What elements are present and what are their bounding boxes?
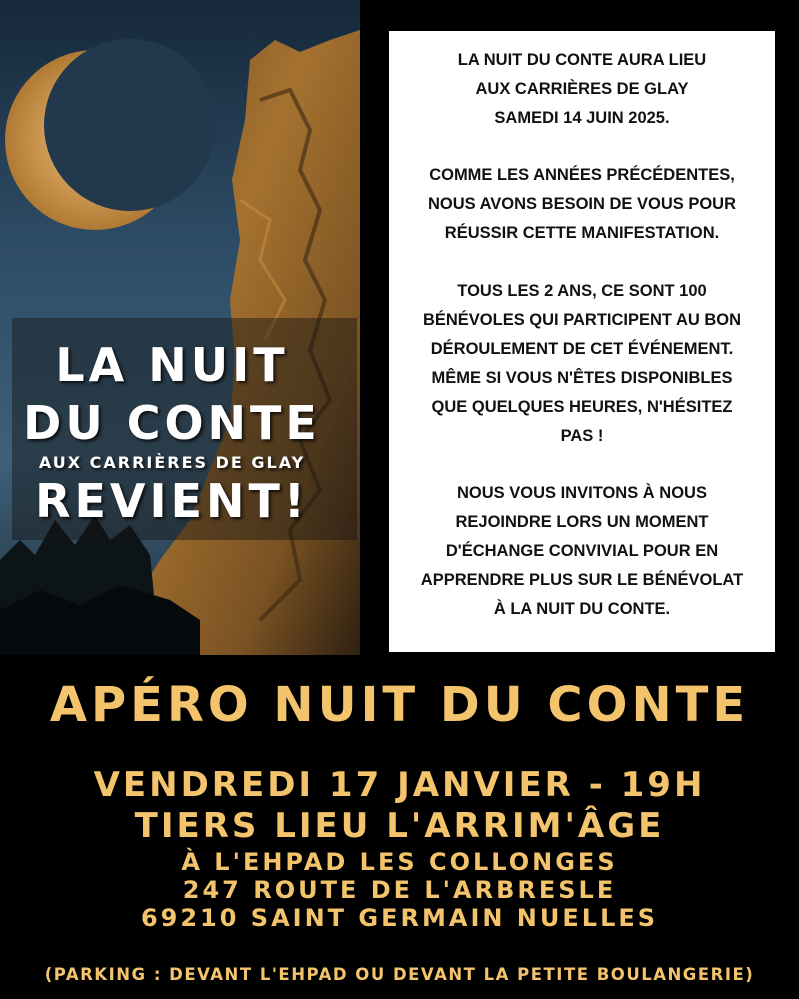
paragraph-2 (389, 161, 775, 248)
text-line: BÉNÉVOLES QUI PARTICIPENT AU BON (422, 311, 742, 329)
text-line: DÉROULEMENT DE CET ÉVÉNEMENT. (430, 340, 734, 358)
text-line: APPRENDRE PLUS SUR LE BÉNÉVOLAT (420, 571, 744, 589)
text-line: LA NUIT DU CONTE AURA LIEU (457, 51, 707, 69)
text-line: NOUS VOUS INVITONS À NOUS (457, 484, 707, 502)
info-panel (389, 31, 775, 652)
text-line: MÊME SI VOUS N'ÊTES DISPONIBLES (431, 369, 733, 387)
paragraph-4 (389, 479, 775, 624)
text-line: TOUS LES 2 ANS, CE SONT 100 (457, 282, 707, 300)
event-address-line-1: À L'EHPAD LES COLLONGES (181, 848, 618, 876)
text-line: À LA NUIT DU CONTE. (493, 600, 671, 618)
paragraph-1 (389, 46, 775, 133)
title-line-4: REVIENT! (35, 474, 309, 528)
text-line: D'ÉCHANGE CONVIVIAL POUR EN (445, 542, 719, 560)
text-line: COMME LES ANNÉES PRÉCÉDENTES, (429, 166, 735, 184)
text-line: AUX CARRIÈRES DE GLAY (475, 80, 689, 98)
parking-note: (PARKING : DEVANT L'EHPAD OU DEVANT LA PETITE BOULANGERIE) (44, 965, 755, 984)
title-line-2: DU CONTE (23, 396, 321, 450)
event-address-line-3: 69210 SAINT GERMAIN NUELLES (140, 904, 659, 932)
text-line: PAS ! (560, 427, 604, 445)
event-headline: APÉRO NUIT DU CONTE (49, 677, 750, 733)
text-line: NOUS AVONS BESOIN DE VOUS POUR (427, 195, 737, 213)
text-line: QUE QUELQUES HEURES, N'HÉSITEZ (431, 398, 733, 416)
text-line: RÉUSSIR CETTE MANIFESTATION. (444, 224, 720, 242)
text-line: REJOINDRE LORS UN MOMENT (455, 513, 709, 531)
title-subtitle: AUX CARRIÈRES DE GLAY (38, 453, 306, 472)
text-line: SAMEDI 14 JUIN 2025. (494, 109, 670, 127)
title-line-1: LA NUIT (55, 338, 289, 392)
event-venue: TIERS LIEU L'ARRIM'ÂGE (134, 806, 665, 846)
paragraph-3 (389, 277, 775, 451)
event-address-line-2: 247 ROUTE DE L'ARBRESLE (182, 876, 617, 904)
event-date-time: VENDREDI 17 JANVIER - 19H (93, 765, 706, 805)
